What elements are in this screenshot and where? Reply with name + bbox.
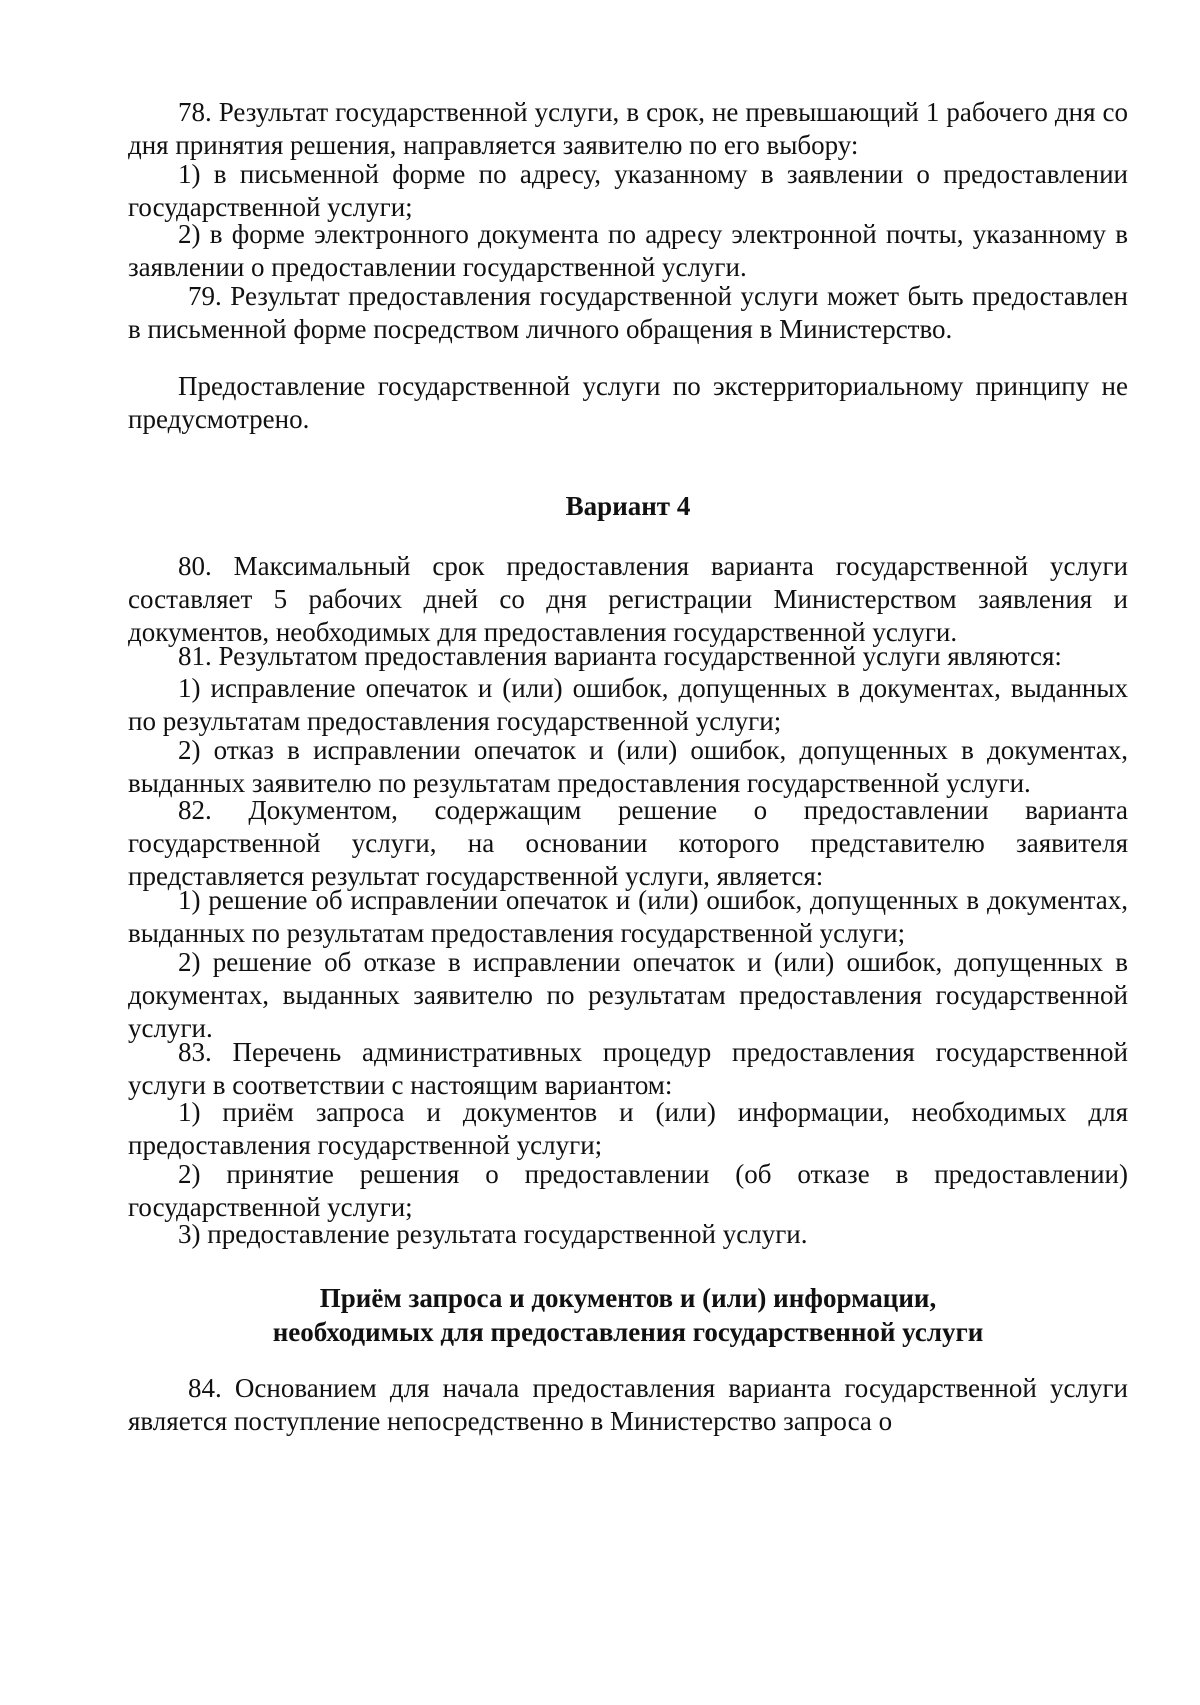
paragraph-84: 84. Основанием для начала предоставления варианта государственной услуги является поступление непосредственно в Министерство запроса о (128, 1373, 1128, 1436)
variant-heading: Вариант 4 (565, 491, 691, 521)
paragraph-81-item-2: 2) отказ в исправлении опечаток и (или) ошибок, допущенных в документах, выданных заявителю по результатам предоставления государственной услуги. (128, 735, 1128, 798)
paragraph-82-item-2: 2) решение об отказе в исправлении опечаток и (или) ошибок, допущенных в документах, выданных заявителю по результатам предоставления государственной услуги. (128, 947, 1128, 1043)
paragraph-79: 79. Результат предоставления государственной услуги может быть предоставлен в письменной форме посредством личного обращения в Министерство. (128, 281, 1128, 344)
paragraph-82: 82. Документом, содержащим решение о предоставлении варианта государственной услуги, на основании которого представителю заявителя представляется результат государственной услуги, является: (128, 795, 1128, 891)
paragraph-extraterritorial: Предоставление государственной услуги по экстерриториальному принципу не предусмотрено. (128, 371, 1128, 434)
paragraph-83-item-3: 3) предоставление результата государственной услуги. (178, 1219, 808, 1249)
paragraph-83-item-2: 2) принятие решения о предоставлении (об отказе в предоставлении) государственной услуги; (128, 1159, 1128, 1222)
paragraph-83-item-1: 1) приём запроса и документов и (или) информации, необходимых для предоставления государственной услуги; (128, 1097, 1128, 1160)
paragraph-78-item-1: 1) в письменной форме по адресу, указанному в заявлении о предоставлении государственной услуги; (128, 159, 1128, 222)
paragraph-78-item-2: 2) в форме электронного документа по адресу электронной почты, указанному в заявлении о предоставлении государственной услуги. (128, 219, 1128, 282)
section-heading-line-1: Приём запроса и документов и (или) информации, (319, 1283, 937, 1313)
section-heading-line-2: необходимых для предоставления государственной услуги (272, 1317, 984, 1347)
paragraph-81-item-1: 1) исправление опечаток и (или) ошибок, допущенных в документах, выданных по результатам предоставления государственной услуги; (128, 673, 1128, 736)
paragraph-83: 83. Перечень административных процедур предоставления государственной услуги в соответствии с настоящим вариантом: (128, 1037, 1128, 1100)
paragraph-82-item-1: 1) решение об исправлении опечаток и (или) ошибок, допущенных в документах, выданных по результатам предоставления государственной услуги; (128, 885, 1128, 948)
paragraph-80: 80. Максимальный срок предоставления варианта государственной услуги составляет 5 рабочих дней со дня регистрации Министерством заявления и документов, необходимых для предоставления государственной услуги. (128, 551, 1128, 647)
paragraph-78: 78. Результат государственной услуги, в срок, не превышающий 1 рабочего дня со дня принятия решения, направляется заявителю по его выбору: (128, 97, 1128, 160)
paragraph-81: 81. Результатом предоставления варианта государственной услуги являются: (178, 641, 1062, 671)
